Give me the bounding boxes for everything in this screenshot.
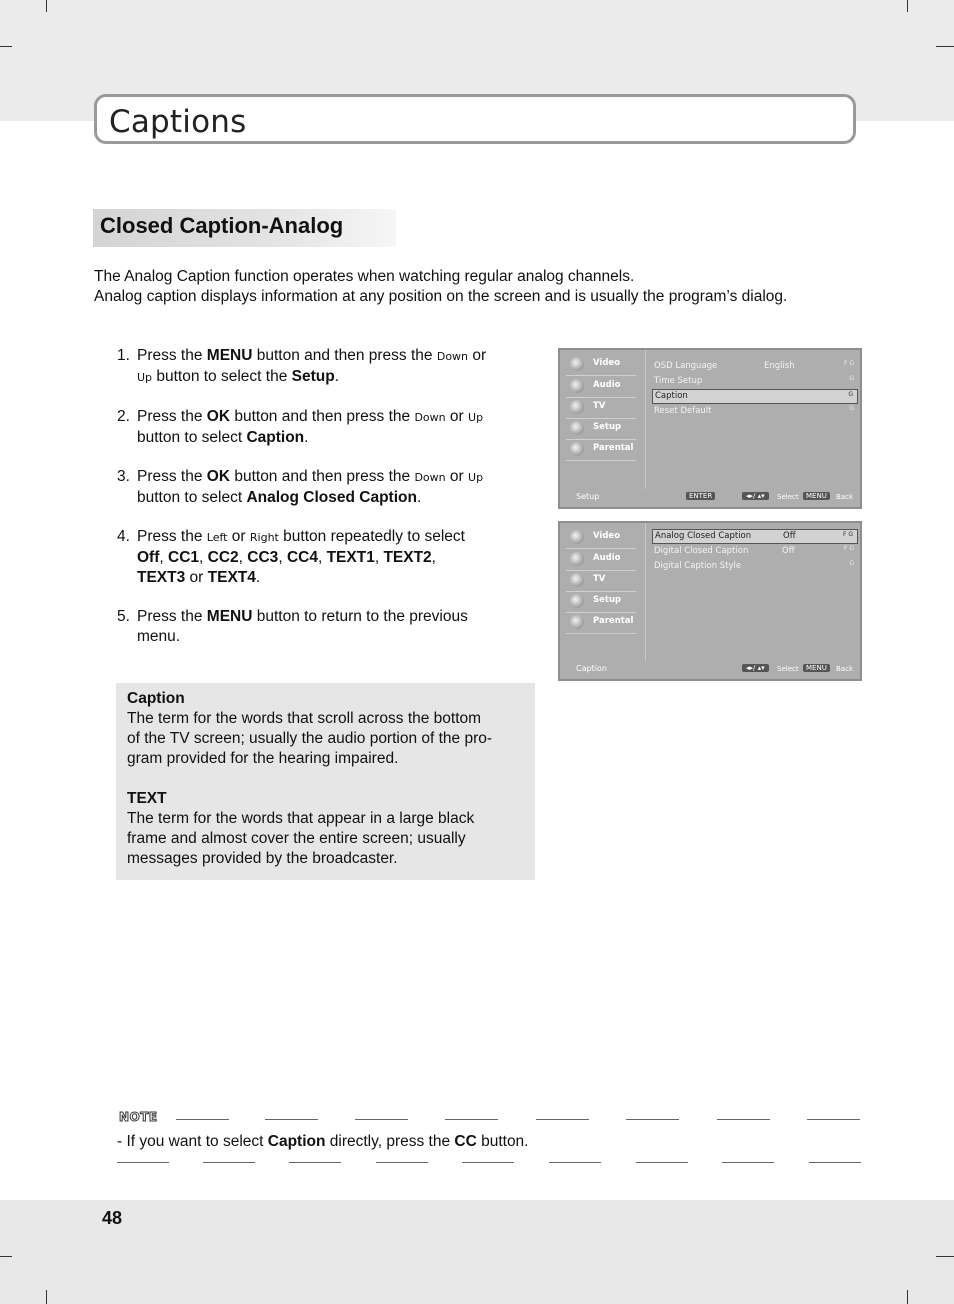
page-title: Captions bbox=[109, 104, 247, 140]
status-label: Caption bbox=[576, 664, 607, 673]
tv-menu-label: Parental bbox=[593, 443, 634, 453]
separator: , bbox=[374, 549, 384, 566]
tv-menu-label: Audio bbox=[593, 553, 621, 563]
note-divider bbox=[462, 1162, 514, 1163]
arrow-glyph-icon: F G bbox=[843, 360, 854, 367]
step-text: button and then press the bbox=[252, 347, 437, 364]
step-text: button and then press the bbox=[230, 468, 415, 485]
option-value: TEXT1 bbox=[326, 549, 375, 566]
step-text: button to return to the previous bbox=[252, 608, 468, 625]
note-divider bbox=[355, 1119, 408, 1120]
parental-icon bbox=[570, 615, 584, 629]
step-3 bbox=[117, 467, 517, 508]
step-text: Press the bbox=[137, 468, 207, 485]
option-value: TEXT3 bbox=[137, 569, 186, 586]
note-divider bbox=[807, 1119, 860, 1120]
definitions-box bbox=[116, 683, 535, 880]
step-text: Press the bbox=[137, 528, 207, 545]
tv-menu-label: Parental bbox=[593, 616, 634, 626]
step-text: . bbox=[334, 368, 340, 385]
step-key: Analog Closed Caption bbox=[246, 489, 417, 506]
tv-settings-list bbox=[652, 529, 858, 574]
note-divider bbox=[376, 1162, 428, 1163]
note-text-part: button. bbox=[476, 1133, 529, 1150]
step-key: Caption bbox=[246, 429, 305, 446]
audio-icon bbox=[570, 379, 584, 393]
tv-setting-row-selected[interactable] bbox=[652, 389, 858, 404]
tv-status-bar bbox=[560, 489, 860, 507]
step-key: Setup bbox=[291, 368, 335, 385]
option-value: Off bbox=[137, 549, 160, 566]
step-small-key: Down bbox=[414, 471, 446, 484]
note-divider bbox=[626, 1119, 679, 1120]
separator: , bbox=[159, 549, 169, 566]
step-text: button to select bbox=[137, 429, 247, 446]
note-text bbox=[117, 1133, 529, 1151]
tv-setup-screen bbox=[558, 348, 862, 509]
note-key: CC bbox=[454, 1133, 477, 1150]
note-divider bbox=[289, 1162, 341, 1163]
tv-setting-row[interactable] bbox=[652, 374, 858, 389]
arrow-glyph-icon: F G bbox=[842, 531, 853, 538]
option-value: TEXT4 bbox=[207, 569, 256, 586]
step-key: OK bbox=[206, 468, 231, 485]
note-divider bbox=[445, 1119, 498, 1120]
step-text: Press the bbox=[137, 608, 207, 625]
note-divider bbox=[636, 1162, 688, 1163]
status-label: Setup bbox=[576, 492, 600, 501]
definition-term: TEXT bbox=[127, 790, 167, 807]
step-text: . bbox=[255, 569, 261, 586]
step-text: button and then press the bbox=[230, 408, 415, 425]
tv-icon bbox=[570, 400, 584, 414]
step-text: or bbox=[445, 408, 469, 425]
tv-menu-item-video[interactable] bbox=[566, 355, 636, 376]
status-select-text: Select bbox=[777, 493, 799, 501]
tv-menu-item-tv[interactable] bbox=[566, 571, 636, 592]
tv-menu-item-setup[interactable] bbox=[566, 592, 636, 613]
note-divider bbox=[717, 1119, 770, 1120]
status-select-text: Select bbox=[777, 665, 799, 673]
tv-icon bbox=[570, 573, 584, 587]
arrow-keys-icon: ◂▸/ ▴▾ bbox=[742, 492, 769, 500]
arrow-keys-icon: ◂▸/ ▴▾ bbox=[742, 664, 769, 672]
tv-menu-label: Setup bbox=[593, 422, 622, 432]
note-divider bbox=[117, 1162, 169, 1163]
setup-icon bbox=[570, 421, 584, 435]
tv-status-bar bbox=[560, 661, 860, 679]
definition-line: gram provided for the hearing impaired. bbox=[127, 750, 399, 767]
step-small-key: Up bbox=[468, 411, 484, 424]
page-number: 48 bbox=[102, 1208, 123, 1228]
tv-menu-item-audio[interactable] bbox=[566, 377, 636, 398]
setting-label: Digital Caption Style bbox=[654, 561, 742, 571]
steps-list bbox=[117, 346, 517, 666]
step-small-key: Right bbox=[249, 531, 279, 544]
tv-caption-screen bbox=[558, 521, 862, 681]
section-title: Closed Caption-Analog bbox=[100, 213, 344, 238]
step-text: or bbox=[445, 468, 469, 485]
step-text: menu. bbox=[137, 628, 181, 645]
section-heading-box bbox=[93, 209, 396, 247]
step-text: . bbox=[304, 429, 309, 446]
setting-value: Off bbox=[783, 531, 796, 541]
status-back-text: Back bbox=[836, 665, 853, 673]
option-value: CC1 bbox=[168, 549, 200, 566]
step-2 bbox=[117, 407, 517, 448]
separator: , bbox=[238, 549, 248, 566]
tv-menu-item-parental[interactable] bbox=[566, 613, 636, 634]
separator: , bbox=[317, 549, 327, 566]
intro-line: The Analog Caption function operates when watching regular analog channels. bbox=[94, 268, 635, 285]
menu-key-badge: MENU bbox=[803, 492, 830, 500]
setup-icon bbox=[570, 594, 584, 608]
definition-line: of the TV screen; usually the audio portion of the pro- bbox=[127, 730, 493, 747]
definition-line: The term for the words that appear in a large black bbox=[127, 810, 475, 827]
step-number: 1. bbox=[117, 347, 130, 364]
tv-setting-row[interactable] bbox=[652, 359, 858, 374]
setting-label: Reset Default bbox=[654, 406, 712, 416]
crop-mark bbox=[936, 46, 954, 47]
step-small-key: Down bbox=[436, 350, 469, 363]
crop-mark bbox=[907, 1290, 908, 1304]
tv-side-menu bbox=[560, 523, 646, 661]
step-text: button to select bbox=[137, 489, 247, 506]
note-divider bbox=[265, 1119, 318, 1120]
status-back-text: Back bbox=[836, 493, 853, 501]
tv-menu-item-audio[interactable] bbox=[566, 550, 636, 571]
separator: , bbox=[278, 549, 287, 566]
tv-setting-row-selected[interactable] bbox=[652, 529, 858, 544]
step-number: 3. bbox=[117, 468, 130, 485]
step-small-key: Up bbox=[137, 371, 153, 384]
setting-label: Analog Closed Caption bbox=[655, 531, 752, 541]
definition-line: The term for the words that scroll across the bottom bbox=[127, 710, 482, 727]
crop-mark bbox=[936, 1256, 954, 1257]
option-value: CC3 bbox=[247, 549, 279, 566]
note-text-part: directly, press the bbox=[325, 1133, 455, 1150]
step-number: 5. bbox=[117, 608, 130, 625]
crop-mark bbox=[46, 0, 47, 12]
step-key: MENU bbox=[206, 347, 253, 364]
setting-label: Digital Closed Caption bbox=[654, 546, 749, 556]
crop-mark bbox=[46, 1290, 47, 1304]
crop-mark bbox=[907, 0, 908, 12]
definition-line: frame and almost cover the entire screen; usually bbox=[127, 830, 466, 847]
step-key: OK bbox=[206, 408, 231, 425]
step-text: Press the bbox=[137, 408, 207, 425]
audio-icon bbox=[570, 552, 584, 566]
tv-menu-label: Setup bbox=[593, 595, 622, 605]
option-value: CC2 bbox=[207, 549, 239, 566]
note-divider bbox=[809, 1162, 861, 1163]
note-divider bbox=[722, 1162, 774, 1163]
video-icon bbox=[570, 530, 584, 544]
crop-mark bbox=[0, 46, 12, 47]
tv-setting-row[interactable] bbox=[652, 544, 858, 559]
tv-menu-label: TV bbox=[593, 401, 606, 411]
tv-setting-row[interactable] bbox=[652, 559, 858, 574]
step-text: button repeatedly to select bbox=[278, 528, 465, 545]
step-text: or bbox=[185, 569, 208, 586]
option-value: CC4 bbox=[286, 549, 318, 566]
note-divider bbox=[203, 1162, 255, 1163]
step-number: 2. bbox=[117, 408, 130, 425]
tv-settings-list bbox=[652, 359, 858, 419]
arrow-glyph-icon: G bbox=[849, 375, 854, 382]
arrow-glyph-icon: G bbox=[849, 405, 854, 412]
tv-menu-item-setup[interactable] bbox=[566, 419, 636, 440]
setting-value: Off bbox=[782, 546, 795, 556]
tv-menu-label: Video bbox=[593, 358, 621, 368]
step-5 bbox=[117, 607, 517, 647]
step-4 bbox=[117, 527, 517, 588]
step-text: Press the bbox=[137, 347, 207, 364]
step-text: button to select the bbox=[152, 368, 292, 385]
note-key: Caption bbox=[267, 1133, 326, 1150]
note-text-part: - If you want to select bbox=[117, 1133, 268, 1150]
option-value: TEXT2 bbox=[383, 549, 432, 566]
menu-key-badge: MENU bbox=[803, 664, 830, 672]
intro-paragraph bbox=[94, 267, 787, 307]
arrow-glyph-icon: G bbox=[848, 391, 853, 398]
intro-line: Analog caption displays information at any position on the screen and is usually the program’s dialog. bbox=[94, 288, 788, 305]
step-text: or bbox=[227, 528, 250, 545]
definition-line: messages provided by the broadcaster. bbox=[127, 850, 398, 867]
step-text: or bbox=[468, 347, 487, 364]
definition-term: Caption bbox=[127, 690, 185, 707]
tv-menu-label: Video bbox=[593, 531, 621, 541]
arrow-glyph-icon: F G bbox=[843, 545, 854, 552]
setting-label: Time Setup bbox=[654, 376, 703, 386]
parental-icon bbox=[570, 442, 584, 456]
tv-menu-item-video[interactable] bbox=[566, 528, 636, 549]
setting-label: Caption bbox=[655, 391, 688, 401]
setting-label: OSD Language bbox=[654, 361, 718, 371]
step-small-key: Up bbox=[468, 471, 484, 484]
crop-mark bbox=[0, 1256, 12, 1257]
video-icon bbox=[570, 357, 584, 371]
step-key: MENU bbox=[206, 608, 253, 625]
tv-side-menu bbox=[560, 350, 646, 489]
step-number: 4. bbox=[117, 528, 130, 545]
step-1 bbox=[117, 346, 517, 388]
tv-menu-item-parental[interactable] bbox=[566, 440, 636, 461]
footer-band bbox=[0, 1200, 954, 1304]
page-title-box bbox=[94, 94, 856, 144]
tv-menu-item-tv[interactable] bbox=[566, 398, 636, 419]
step-text: . bbox=[416, 489, 422, 506]
tv-setting-row[interactable] bbox=[652, 404, 858, 419]
arrow-glyph-icon: G bbox=[849, 560, 854, 567]
note-heading: NOTE bbox=[119, 1110, 158, 1124]
separator: , bbox=[431, 549, 436, 566]
separator: , bbox=[199, 549, 208, 566]
step-small-key: Down bbox=[414, 411, 446, 424]
note-divider bbox=[549, 1162, 601, 1163]
note-divider bbox=[536, 1119, 589, 1120]
note-divider bbox=[176, 1119, 229, 1120]
setting-value: English bbox=[764, 361, 795, 371]
enter-key-badge: ENTER bbox=[686, 492, 715, 500]
tv-menu-label: TV bbox=[593, 574, 606, 584]
tv-menu-label: Audio bbox=[593, 380, 621, 390]
step-small-key: Left bbox=[206, 531, 228, 544]
